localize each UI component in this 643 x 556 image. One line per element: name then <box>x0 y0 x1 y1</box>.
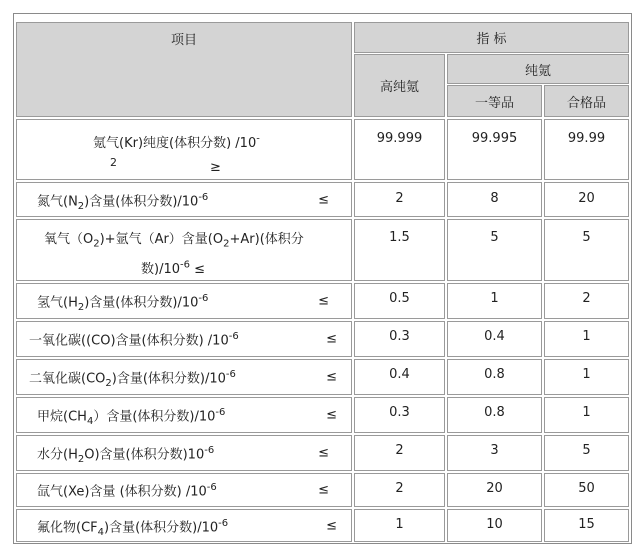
row9-high-purity: 1 <box>354 509 445 542</box>
row-sub: 2 <box>77 302 85 314</box>
row4-high-purity: 0.3 <box>354 321 445 357</box>
row9-first-grade: 10 <box>447 509 542 542</box>
row0-qualified: 99.99 <box>544 119 629 180</box>
row2-first-grade: 5 <box>447 219 542 281</box>
header-high-purity-label: 高纯氪 <box>379 80 419 95</box>
row8-qualified: 50 <box>544 473 629 507</box>
row-exp: -6 <box>225 369 236 381</box>
row-sub2: 2 <box>223 238 230 250</box>
header-indicator-label: 指 标 <box>476 32 507 47</box>
header-item-label: 项目 <box>170 33 197 48</box>
row-le: ≥ <box>210 160 221 175</box>
row-le: ≤ <box>318 445 329 461</box>
row-text: 氙气(Xe)含量 (体积分数) /10 <box>37 484 207 500</box>
row-name-o2-ar <box>16 219 352 281</box>
header-pure-label: 纯氪 <box>524 63 551 79</box>
row-sub: 2 <box>105 378 112 390</box>
row7-high-purity: 2 <box>354 435 445 471</box>
row-text: 二氧化碳(CO <box>29 371 106 387</box>
row-name-co2 <box>16 359 352 395</box>
row3-high-purity: 0.5 <box>354 283 445 319</box>
row0-first-grade: 99.995 <box>447 119 542 180</box>
row1-qualified: 20 <box>544 182 629 217</box>
header-first-grade <box>447 85 542 117</box>
row2-high-purity: 1.5 <box>354 219 445 281</box>
row-text4: 数)/10 <box>141 262 180 277</box>
spec-table <box>13 13 632 544</box>
row-sub: 4 <box>97 526 105 538</box>
row8-high-purity: 2 <box>354 473 445 507</box>
row-exp-cont: 2 <box>110 156 117 169</box>
row5-first-grade: 0.8 <box>447 359 542 395</box>
row-text2: )含量(体积分数)/10 <box>84 194 199 209</box>
row6-high-purity: 0.3 <box>354 397 445 433</box>
row-name-ch4 <box>16 397 352 433</box>
row-exp: -6 <box>180 259 190 271</box>
row9-qualified: 15 <box>544 509 629 542</box>
row4-first-grade: 0.4 <box>447 321 542 357</box>
row-exp: - <box>256 133 260 145</box>
row4-qualified: 1 <box>544 321 629 357</box>
row-exp: -6 <box>215 407 226 419</box>
row-text: 一氧化碳((CO)含量(体积分数) /10 <box>29 333 229 349</box>
row-text2: )含量(体积分数)/10 <box>104 520 219 535</box>
row-text: 氮气(N <box>37 194 78 209</box>
row-exp: -6 <box>204 445 215 457</box>
row7-qualified: 5 <box>544 435 629 471</box>
header-qualified-label: 合格品 <box>566 95 606 111</box>
row-name-h2 <box>16 283 352 319</box>
header-indicator <box>354 22 629 53</box>
row1-high-purity: 2 <box>354 182 445 217</box>
row-sub: 2 <box>93 238 100 250</box>
row3-qualified: 2 <box>544 283 629 319</box>
header-item <box>16 22 352 117</box>
row-text2: )+氩气（Ar）含量(O <box>99 232 224 247</box>
row-name-xe <box>16 473 352 507</box>
row-text: 氟化物(CF <box>37 520 98 535</box>
row-le: ≤ <box>326 331 337 347</box>
row-sub: 4 <box>86 416 94 428</box>
row6-first-grade: 0.8 <box>447 397 542 433</box>
row2-qualified: 5 <box>544 219 629 281</box>
row-le: ≤ <box>194 262 206 277</box>
row-name-co <box>16 321 352 357</box>
row-exp: -6 <box>198 191 209 203</box>
row-text2: )含量(体积分数)/10 <box>84 295 199 311</box>
row-text: 甲烷(CH <box>37 409 87 425</box>
row-exp: -6 <box>198 293 209 305</box>
row-text: 氧气（O <box>44 232 94 247</box>
row-text: 氢气(H <box>37 295 78 311</box>
row5-high-purity: 0.4 <box>354 359 445 395</box>
row-le: ≤ <box>326 518 337 533</box>
row-le: ≤ <box>326 407 337 423</box>
row-exp: -6 <box>206 482 217 494</box>
header-first-grade-label: 一等品 <box>474 95 514 111</box>
row-text2: )含量(体积分数)/10 <box>111 371 226 387</box>
row5-qualified: 1 <box>544 359 629 395</box>
row-name-kr-purity <box>16 119 352 180</box>
row3-first-grade: 1 <box>447 283 542 319</box>
row-exp: -6 <box>218 517 229 529</box>
row-text3: +Ar)(体积分 <box>229 232 304 247</box>
row8-first-grade: 20 <box>447 473 542 507</box>
header-pure <box>447 54 629 84</box>
row-name-cf4 <box>16 509 352 542</box>
row-text: 水分(H <box>37 447 78 463</box>
row-text: 氪气(Kr)纯度(体积分数) /10 <box>93 136 257 151</box>
row-name-h2o <box>16 435 352 471</box>
row-exp: -6 <box>228 331 239 343</box>
row-le: ≤ <box>326 369 337 385</box>
row-le: ≤ <box>318 482 329 498</box>
header-qualified <box>544 85 629 117</box>
row-sub: 2 <box>77 454 85 466</box>
row-sub: 2 <box>77 200 85 212</box>
row7-first-grade: 3 <box>447 435 542 471</box>
row-text2: O)含量(体积分数)10 <box>84 447 205 463</box>
row-le: ≤ <box>318 293 329 309</box>
row0-high-purity: 99.999 <box>354 119 445 180</box>
row1-first-grade: 8 <box>447 182 542 217</box>
row-name-n2 <box>16 182 352 217</box>
row6-qualified: 1 <box>544 397 629 433</box>
row-le: ≤ <box>318 192 329 207</box>
row-text2: ）含量(体积分数)/10 <box>93 409 216 425</box>
header-high-purity <box>354 54 445 117</box>
